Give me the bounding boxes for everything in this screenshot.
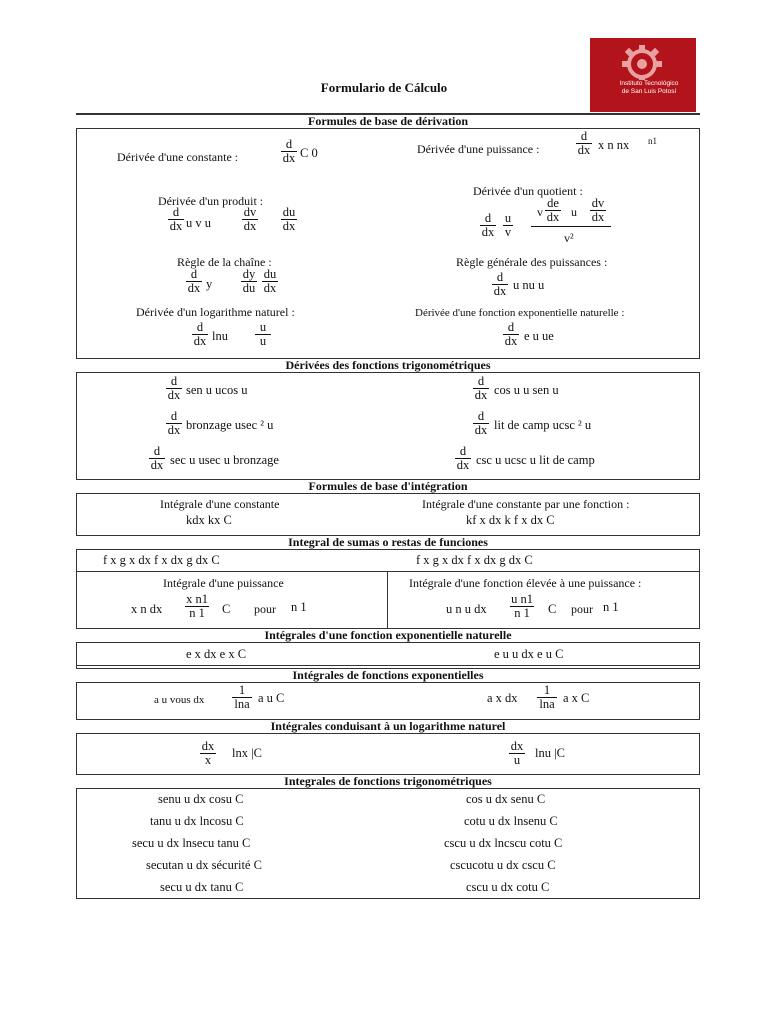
integral-expa-right: a x dx — [487, 691, 518, 705]
page-title: Formulario de Cálculo — [320, 80, 448, 95]
deriv-csc: csc u ucsc u lit de camp — [476, 453, 595, 467]
divider — [76, 571, 700, 572]
deriv-sin: sen u ucos u — [186, 383, 248, 397]
integral-gen-power-condition: n 1 — [603, 600, 619, 614]
trig-integral-left-2: tanu u dx lncosu C — [150, 814, 244, 828]
integral-gen-power-c: C — [548, 602, 557, 616]
frac-du-dx: du dx — [263, 267, 277, 295]
frac-d-dx: d dx — [193, 320, 207, 348]
trig-integral-right-3: cscu u dx lncscu cotu C — [444, 836, 563, 850]
general-power-rule-label: Règle générale des puissances : — [456, 255, 608, 269]
frac-du-dx: du dx — [282, 205, 296, 233]
divider — [76, 665, 700, 666]
frac-d-dx: d dx — [187, 267, 201, 295]
integral-sum-left: f x g x dx f x dx g dx C — [103, 553, 220, 567]
section-header-derivation: Formules de base de dérivation — [76, 114, 700, 129]
integral-constant-fn-formula: kf x dx k f x dx C — [466, 513, 555, 527]
integral-log-left: lnx |C — [232, 746, 262, 760]
exp-derivative-label: Dérivée d'une fonction exponentielle naturelle : — [415, 307, 625, 319]
chain-rule-label: Règle de la chaîne : — [177, 255, 272, 269]
integral-expa-right-end: a x C — [563, 691, 590, 705]
derivative-constant-formula: C 0 — [300, 146, 318, 160]
institute-logo — [590, 38, 696, 112]
derivative-power-exponent: n1 — [648, 136, 657, 146]
derivative-power-label: Dérivée d'une puissance : — [417, 142, 540, 156]
frac-un1-n1: u n1 n 1 — [511, 592, 533, 620]
integral-constant-formula: kdx kx C — [186, 513, 232, 527]
ln-derivative-formula: lnu — [212, 329, 228, 343]
integral-power-condition: n 1 — [291, 600, 307, 614]
section-header-trig-derivatives: Dérivées des fonctions trigonométriques — [76, 358, 700, 373]
frac-dy-du: dy du — [242, 267, 256, 295]
frac-d-dx: d dx — [169, 205, 183, 233]
trig-integral-right-2: cotu u dx lnsenu C — [464, 814, 558, 828]
quotient-u: u — [571, 205, 577, 219]
logo-text-line2: de San Luis Potosí — [621, 88, 677, 95]
trig-integral-left-1: senu u dx cosu C — [158, 792, 244, 806]
frac-d-dx: d dx — [577, 129, 591, 157]
trig-integral-right-5: cscu u dx cotu C — [466, 880, 550, 894]
section-header-integration: Formules de base d'intégration — [76, 479, 700, 494]
integral-gen-power-label: Intégrale d'une fonction élevée à une puissance : — [409, 576, 642, 590]
derivative-power-formula: x n nx — [598, 138, 630, 152]
trig-integral-left-5: secu u dx tanu C — [160, 880, 244, 894]
frac-d-dx: d dx — [504, 320, 518, 348]
integral-constant-fn-label: Intégrale d'une constante par une fonction : — [422, 497, 630, 511]
frac-d-dx: d dx — [167, 374, 181, 402]
integral-expa-left: a u vous dx — [154, 694, 205, 706]
general-power-formula: u nu u — [513, 278, 545, 292]
integral-gen-power-pour: pour — [571, 602, 593, 616]
quotient-v2: v² — [564, 231, 574, 245]
integral-log-right: lnu |C — [535, 746, 565, 760]
section-header-exp: Intégrales de fonctions exponentielles — [76, 668, 700, 683]
integral-sum-right: f x g x dx f x dx g dx C — [416, 553, 533, 567]
integral-constant-label: Intégrale d'une constante — [160, 497, 280, 511]
frac-d-dx: d dx — [282, 137, 296, 165]
frac-d-dx: d dx — [474, 374, 488, 402]
frac-xn1-n1: x n1 n 1 — [186, 592, 208, 620]
ln-derivative-label: Dérivée d'un logarithme naturel : — [136, 305, 295, 319]
chain-rule-mid: y — [206, 277, 213, 291]
integral-power-label: Intégrale d'une puissance — [163, 576, 284, 590]
integral-expa-left-end: a u C — [258, 691, 285, 705]
frac-d-dx: d dx — [493, 270, 507, 298]
integral-exp-right: e u u dx e u C — [494, 647, 564, 661]
derivative-quotient-label: Dérivée d'un quotient : — [473, 184, 583, 198]
column-divider — [387, 571, 388, 628]
trig-integral-left-4: secutan u dx sécurité C — [146, 858, 262, 872]
section-header-sums: Integral de sumas o restas de funciones — [76, 535, 700, 550]
exp-derivative-formula: e u ue — [524, 329, 554, 343]
derivative-product-label: Dérivée d'un produit : — [158, 194, 264, 208]
trig-integral-right-1: cos u dx senu C — [466, 792, 546, 806]
section-header-exp-natural: Intégrales d'une fonction exponentielle naturelle — [76, 628, 700, 643]
integral-power-pour: pour — [254, 602, 276, 616]
frac-uprime-u: u u — [255, 321, 271, 348]
section-header-trig-integrals: Integrales de fonctions trigonométriques — [76, 774, 700, 789]
logo-text-line1: Instituto Tecnológico — [619, 80, 679, 87]
trig-integral-left-3: secu u dx lnsecu tanu C — [132, 836, 251, 850]
deriv-tan: bronzage usec ² u — [186, 418, 274, 432]
frac-d-dx: d dx — [481, 211, 495, 239]
frac-d-dx: d dx — [456, 444, 470, 472]
deriv-cos: cos u u sen u — [494, 383, 559, 397]
quotient-v: v — [537, 205, 543, 219]
frac-d-dx: d dx — [474, 409, 488, 437]
gear-icon — [612, 44, 672, 80]
integral-power-left: x n dx — [131, 602, 163, 616]
frac-d-dx: d dx — [150, 444, 164, 472]
integral-power-c: C — [222, 602, 231, 616]
frac-d-dx: d dx — [167, 409, 181, 437]
frac-dv-dx: dv dx — [591, 196, 605, 224]
frac-u-v: u v — [504, 211, 512, 239]
section-header-log: Intégrales conduisant à un logarithme naturel — [76, 719, 700, 734]
deriv-sec: sec u usec u bronzage — [170, 453, 279, 467]
frac-de-dx: de dx — [546, 196, 560, 224]
frac-dv-dx: dv dx — [243, 205, 257, 233]
frac-1-lna: 1 lna — [537, 684, 557, 711]
integral-exp-left: e x dx e x C — [186, 647, 247, 661]
trig-integral-right-4: cscucotu u dx cscu C — [450, 858, 556, 872]
frac-dx-u: dx u — [510, 739, 524, 767]
derivative-constant-label: Dérivée d'une constante : — [117, 150, 239, 164]
quotient-bar — [531, 226, 611, 227]
integral-gen-power-left: u n u dx — [446, 602, 487, 616]
derivative-product-mid: u v u — [186, 216, 211, 230]
frac-dx-x: dx x — [201, 739, 215, 767]
frac-1-lna: 1 lna — [232, 684, 252, 711]
deriv-cot: lit de camp ucsc ² u — [494, 418, 592, 432]
